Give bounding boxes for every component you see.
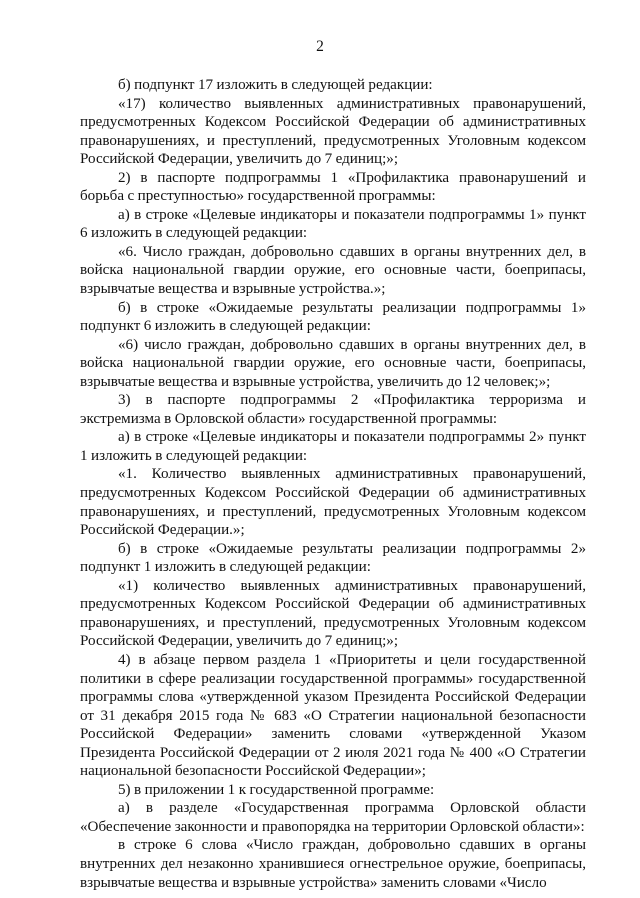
paragraph-item-4: 4) в абзаце первом раздела 1 «Приоритеты и цели государственной политики в сфере реализации государственной программы» государственной программы слова «утвержденной указом Президента Российской Федерации от 31 декабря 2015 года № 683 «О Стратегии национальной безопасности Российской Федерации» заменить словами «утвержденной Указом Президента Российской Федерации от 2 июля 2021 года № 400 «О Стратегии национальной безопасности Российской Федерации»; [80, 651, 586, 780]
paragraph-quote-1-result: «1) количество выявленных административных правонарушений, предусмотренных Кодексом Российской Федерации об административных правонарушениях, и преступлений, предусмотренных Уголовным кодексом Российской Федерации, увеличить до 7 единиц;»; [80, 577, 586, 650]
paragraph-quote-6-result: «6) число граждан, добровольно сдавших в органы внутренних дел, в войска национальной гвардии оружие, его основные части, боеприпасы, взрывчатые вещества и взрывные устройства, увеличить до 12 человек;»; [80, 336, 586, 390]
document-body [80, 76, 586, 892]
paragraph-quote-6-indicator: «6. Число граждан, добровольно сдавших в органы внутренних дел, в войска национальной гвардии оружие, его основные части, боеприпасы, взрывчатые вещества и взрывные устройства.»; [80, 243, 586, 298]
paragraph-2b: б) в строке «Ожидаемые результаты реализации подпрограммы 1» подпункт 6 изложить в следующей редакции: [80, 299, 586, 335]
paragraph-item-2: 2) в паспорте подпрограммы 1 «Профилактика правонарушений и борьба с преступностью» государственной программы: [80, 169, 586, 205]
paragraph-3b: б) в строке «Ожидаемые результаты реализации подпрограммы 2» подпункт 1 изложить в следующей редакции: [80, 540, 586, 576]
paragraph-3a: а) в строке «Целевые индикаторы и показатели подпрограммы 2» пункт 1 изложить в следующей редакции: [80, 429, 586, 464]
paragraph-quote-1-indicator: «1. Количество выявленных административных правонарушений, предусмотренных Кодексом Российской Федерации об административных правонарушениях, и преступлений, предусмотренных Уголовным кодексом Российской Федерации.»; [80, 466, 586, 539]
paragraph-row-6: в строке 6 слова «Число граждан, добровольно сдавших в органы внутренних дел незаконно хранившиеся огнестрельное оружие, боеприпасы, взрывчатые вещества и взрывные устройства» заменить словами «Число [80, 837, 586, 891]
paragraph-5a: а) в разделе «Государственная программа Орловской области «Обеспечение законности и правопорядка на территории Орловской области»: [80, 800, 586, 835]
page-number: 2 [316, 38, 324, 55]
paragraph-quote-17: «17) количество выявленных административных правонарушений, предусмотренных Кодексом Российской Федерации об административных правонарушениях, и преступлений, предусмотренных Уголовным кодексом Российской Федерации, увеличить до 7 единиц;»; [80, 95, 586, 168]
paragraph-2a: а) в строке «Целевые индикаторы и показатели подпрограммы 1» пункт 6 изложить в следующей редакции: [80, 206, 586, 242]
paragraph-item-3: 3) в паспорте подпрограммы 2 «Профилактика терроризма и экстремизма в Орловской области» государственной программы: [80, 392, 586, 427]
paragraph-1b-subitem-17: б) подпункт 17 изложить в следующей редакции: [118, 77, 433, 93]
paragraph-item-5: 5) в приложении 1 к государственной программе: [118, 781, 435, 798]
